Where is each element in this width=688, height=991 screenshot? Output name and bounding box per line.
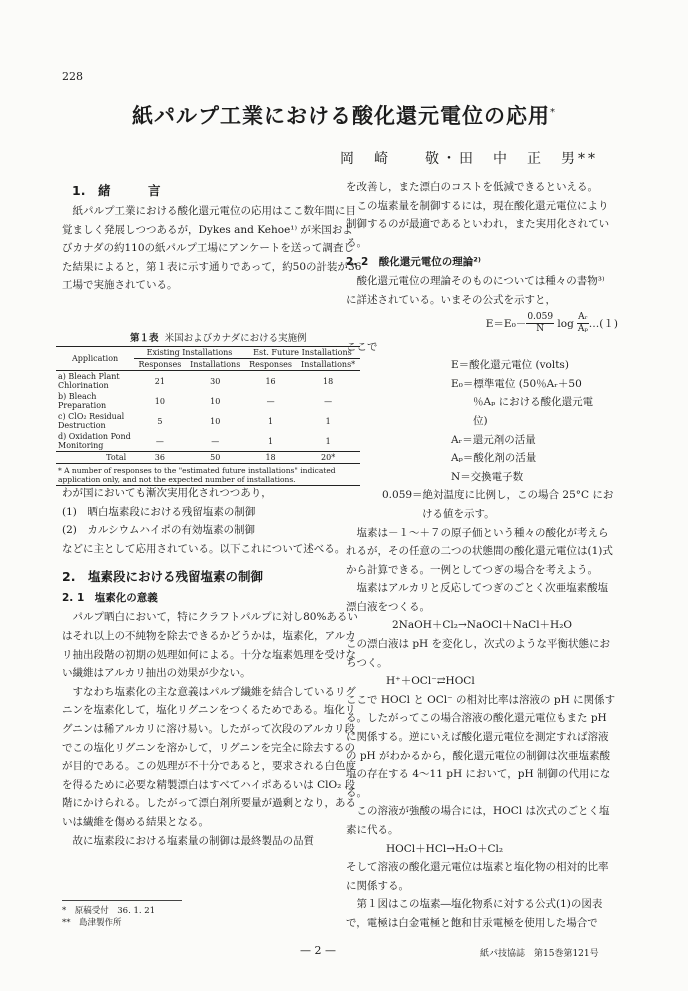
section-2-heading: 2. 塩素段における残留塩素の制御	[62, 569, 263, 585]
paragraph: この塩素量を制御するには，現在酸化還元電位により制御するのが最適であるといわれ，また実用化されている。	[346, 199, 610, 249]
table-row	[56, 411, 360, 431]
authors: 岡 崎 敬・田 中 正 男**	[340, 151, 598, 167]
formula-part: E＝E₀－	[485, 317, 527, 330]
footer-page-number: — 2 —	[300, 944, 336, 957]
paragraph: ここで	[346, 340, 378, 353]
fraction	[577, 312, 589, 335]
footnote-rule	[62, 900, 182, 901]
cell: 21	[154, 376, 165, 386]
cell: 1	[268, 416, 274, 426]
title-text: 紙パルプ工業における酸化還元電位の応用	[132, 104, 550, 128]
cell-label: b) Bleach Preparation	[58, 392, 107, 410]
paragraph: この溶液が強酸の場合には，HOCl は次式のごとく塩素に代る。	[346, 805, 610, 836]
fraction-denominator: Aₚ	[577, 324, 589, 335]
paragraph: すなわち塩素化の主な意義はパルプ繊維を結合しているリグニンを塩素化して，塩化リグニンをつくるためである。塩化リグニンは稀アルカリに溶け易い。したがって次段のアルカリ段でこの塩化リグニンを溶かして，リグニンを完全に除去するのが目的である。この処理が不十分であると，要求される白色度を得るために必要な精製漂白はすべてハイポあるいは ClO₂ 段階にかけられる。したがって漂白剤所要量が過剰となり，あるいは繊維を傷める結果となる。	[62, 685, 356, 828]
cell: 10	[154, 396, 165, 406]
cell: 1	[325, 416, 331, 426]
paragraph: そして溶液の酸化還元電位は塩素と塩化物の相対的比率に関係する。	[346, 861, 609, 892]
th-installations-future: Installations*	[296, 359, 360, 371]
title-footnote-mark: *	[550, 107, 556, 118]
table-row	[56, 391, 360, 411]
table-total-row	[56, 452, 360, 464]
cell: 20*	[296, 452, 360, 464]
page-number: 228	[62, 70, 83, 83]
footnote: * 原稿受付 36. 1. 21	[62, 906, 156, 916]
definition: N＝交換電子数	[451, 470, 524, 483]
fraction-numerator: Aᵣ	[578, 312, 588, 323]
cell: 1	[325, 436, 331, 446]
table-caption	[130, 330, 307, 344]
cell-label: c) ClO₂ Residual Destruction	[58, 412, 125, 430]
paragraph: などに主として応用されている。以下これについて述べる。	[62, 542, 346, 555]
equation: 2NaOH＋Cl₂→NaOCl＋NaCl＋H₂O	[391, 619, 573, 632]
cell: 5	[157, 416, 163, 426]
definition: Aᵣ＝還元剤の活量	[451, 433, 536, 446]
cell: —	[155, 436, 164, 446]
definition: 位)	[473, 414, 488, 427]
definition: E＝酸化還元電位 (volts)	[451, 359, 569, 372]
cell: 16	[265, 376, 276, 386]
cell-label: d) Oxidation Pond Monitoring	[58, 432, 131, 450]
paragraph: パルプ晒白において，特にクラフトパルプに対し80%あるいはそれ以上の不純物を除去できるかどうかは，塩素化，アルカリ抽出段階の初期の処理如何による。十分な塩素処理を受けない繊維はアルカリ抽出の効果が少ない。	[62, 611, 358, 680]
footnote: ** 島津製作所	[62, 918, 122, 928]
th-responses-future: Responses	[245, 359, 296, 371]
th-future: Est. Future Installations	[245, 347, 360, 359]
section-1-heading: 1. 緒 言	[72, 183, 161, 198]
th-installations: Installations	[186, 359, 245, 371]
cell: —	[324, 396, 333, 406]
paragraph: 故に塩素段における塩素量の制御は最終製品の品質	[72, 834, 314, 847]
cell-label: Total	[56, 452, 134, 464]
formula-number: …(１)	[588, 317, 618, 330]
cell: 30	[210, 376, 221, 386]
paragraph: 塩素は－１～＋７の原子価という種々の酸化が考えられるが，その任意の二つの状態間の酸化還元電位は(1)式から計算できる。一例としてつぎの場合を考えよう。	[346, 526, 613, 576]
left-column-top	[62, 180, 362, 295]
th-application: Application	[56, 347, 134, 371]
fraction-numerator: 0.059	[527, 312, 554, 323]
th-existing: Existing Installations	[134, 347, 245, 359]
cell: 18	[323, 376, 334, 386]
equation: H⁺＋OCl⁻⇄HOCl	[386, 675, 475, 688]
cell: 1	[268, 436, 274, 446]
definition: E₀＝標準電位 (50％Aᵣ＋50	[451, 377, 582, 390]
table-row	[56, 431, 360, 452]
th-responses: Responses	[134, 359, 185, 371]
equation: HOCl＋HCl→H₂O＋Cl₂	[386, 842, 504, 855]
fraction-denominator: N	[536, 324, 545, 335]
cell: 36	[134, 452, 185, 464]
paragraph: 紙パルプ工業における酸化還元電位の応用はここ数年間に目覚ましく発展しつつあるが，Dykes and Kehoe¹⁾ が米国およびカナダの約110の紙パルプ工場にアンケートを送って調査した結果によると，第１表に示す通りであって，約50の計装が36工場で実施されている。	[62, 205, 362, 292]
fraction	[526, 312, 554, 335]
cell: 10	[210, 396, 221, 406]
table-1	[56, 346, 360, 486]
paragraph: この漂白液は pH を変化し，次式のような平衡状態におちつく。	[346, 638, 611, 669]
paragraph: 酸化還元電位の理論そのものについては種々の書物³⁾ に詳述されている。いまその公式を示すと，	[346, 275, 605, 306]
paper-title	[0, 100, 688, 130]
table-caption-label: 第１表	[130, 333, 159, 344]
cell: 50	[186, 452, 245, 464]
formula-part: log	[557, 317, 574, 330]
paragraph: ここで HOCl と OCl⁻ の相対比率は溶液の pH に関係する。したがってこの場合溶液の酸化還元電位もまた pH に関係する。逆にいえば酸化還元電位を測定すれば溶液の pH がわかるから，酸化還元電位の制御は次亜塩素酸塩の存在する 4～11 pH において，pH 制御の代用になる。	[346, 693, 616, 799]
footer-journal: 紙パ技協誌 第15巻第121号	[480, 949, 599, 959]
subsection-2-1-heading: 2. 1 塩素化の意義	[62, 592, 158, 605]
definition: 0.059＝絶対温度に比例し，この場合 25°C にお	[382, 489, 614, 502]
paragraph: 第１図はこの塩素―塩化物系に対する公式(1)の図表で，電極は白金電極と飽和甘汞電極を使用した場合で	[346, 898, 603, 929]
table-note: * A number of responses to the "estimated future installations" indicated application only, and not the expected number of installations.	[56, 464, 360, 486]
definition: Aₚ＝酸化剤の活量	[451, 452, 537, 465]
footnotes	[62, 905, 155, 929]
subsection-2-2-heading: 2. 2 酸化還元電位の理論²⁾	[346, 256, 481, 269]
paragraph: を改善し，また漂白のコストを低減できるといえる。	[346, 181, 598, 193]
list-item: (1) 晒白塩素段における残留塩素の制御	[62, 505, 256, 518]
definition: ける値を示す。	[422, 507, 495, 520]
paragraph: 塩素はアルカリと反応してつぎのごとく次亜塩素酸塩漂白液をつくる。	[346, 582, 609, 613]
table-row	[56, 371, 360, 392]
cell: —	[266, 396, 275, 406]
list-item: (2) カルシウムハイポの有効塩素の制御	[62, 524, 256, 537]
definition: ％Aₚ における酸化還元電	[473, 396, 594, 409]
right-column	[346, 178, 618, 933]
cell-label: a) Bleach Plant Chlorination	[58, 372, 120, 390]
formula-1	[346, 310, 618, 338]
paragraph: わが国においても漸次実用化されつつあり，	[62, 487, 272, 499]
definitions	[346, 356, 618, 486]
left-column-bottom	[62, 484, 362, 850]
cell: 10	[210, 416, 221, 426]
table-caption-text: 米国およびカナダにおける実施例	[164, 333, 307, 344]
cell: —	[211, 436, 220, 446]
cell: 18	[245, 452, 296, 464]
